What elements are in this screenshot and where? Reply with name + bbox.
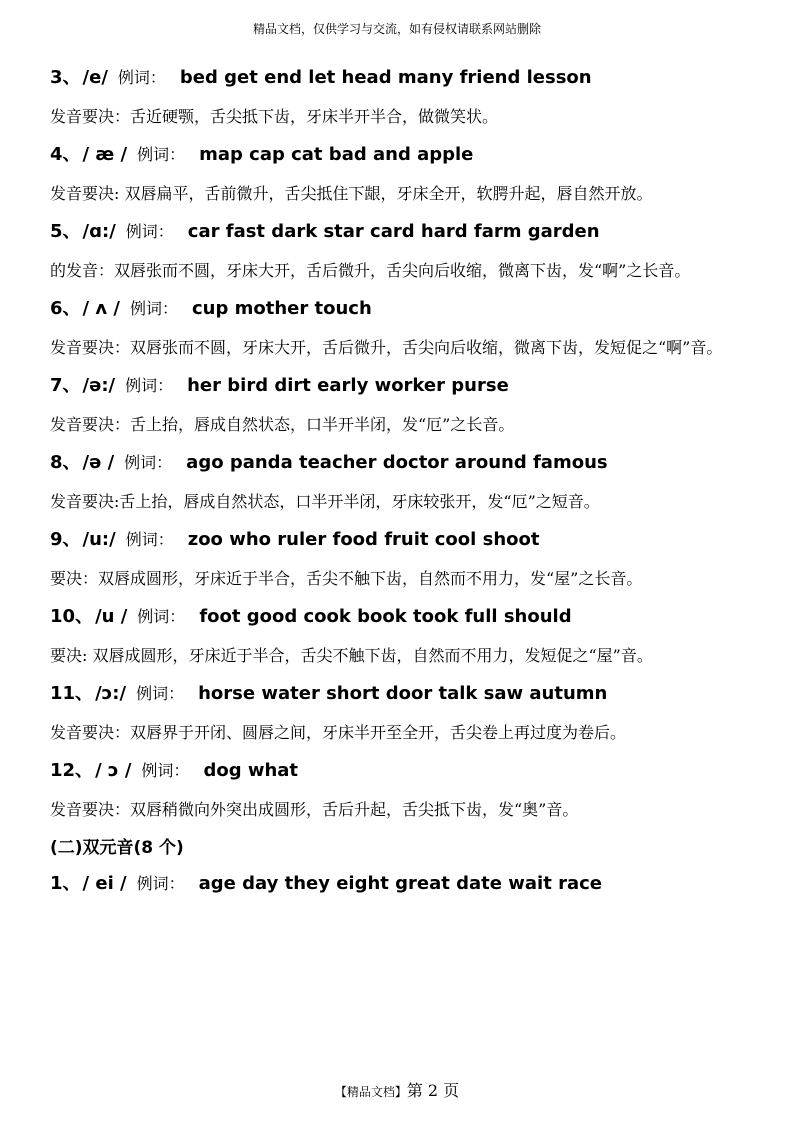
- example-label: 例词：: [136, 684, 185, 703]
- pronunciation-tip: 的发音：双唇张而不圆，牙床大开，舌后微升，舌尖向后收缩，微离下齿，发“啊”之长音。: [50, 261, 691, 280]
- pronunciation-tip: 发音要决：舌上抬，唇成自然状态，口半开半闭，发“厄”之长音。: [50, 415, 515, 434]
- example-label: 例词：: [117, 68, 166, 87]
- item-number: 3、: [50, 67, 81, 88]
- ipa-symbol: /u /: [95, 606, 128, 627]
- item-number: 8、: [50, 452, 81, 473]
- example-label: 例词：: [125, 530, 174, 549]
- vowel-heading: [50, 291, 750, 327]
- example-words: horse water short door talk saw autumn: [198, 683, 608, 704]
- ipa-symbol: /ə:/: [82, 375, 116, 396]
- vowel-heading: [50, 137, 750, 173]
- vowel-heading: [50, 522, 750, 558]
- pronunciation-tip: 发音要决:舌上抬，唇成自然状态，口半开半闭，牙床较张开，发“厄”之短音。: [50, 492, 600, 511]
- ipa-symbol: / ei /: [82, 873, 127, 894]
- item-number: 1、: [50, 873, 81, 894]
- pronunciation-tip: 发音要决：双唇稍微向外突出成圆形，舌后升起，舌尖抵下齿，发“奥”音。: [50, 800, 579, 819]
- footer-tag: 【精品文档】: [334, 1085, 407, 1099]
- document-body: [50, 60, 750, 902]
- example-label: 例词：: [129, 299, 178, 318]
- example-words: car fast dark star card hard farm garden: [187, 221, 600, 242]
- item-number: 6、: [50, 298, 81, 319]
- example-words: map cap cat bad and apple: [199, 144, 474, 165]
- vowel-heading: [50, 60, 750, 96]
- ipa-symbol: /ɑ:/: [82, 221, 116, 242]
- item-number: 12、: [50, 760, 94, 781]
- example-words: ago panda teacher doctor around famous: [186, 452, 608, 473]
- section-title: (二)双元音(8 个): [50, 838, 184, 858]
- ipa-symbol: / ɔ /: [95, 760, 132, 781]
- example-label: 例词：: [136, 874, 185, 893]
- example-label: 例词：: [137, 145, 186, 164]
- ipa-symbol: /ə /: [82, 452, 115, 473]
- example-label: 例词：: [141, 761, 190, 780]
- example-words: zoo who ruler food fruit cool shoot: [187, 529, 540, 550]
- pronunciation-tip: 发音要决：舌近硬颚，舌尖抵下齿，牙床半开半合，做微笑状。: [50, 107, 499, 126]
- vowel-heading: [50, 676, 750, 712]
- pronunciation-tip: 发音要决：双唇张而不圆，牙床大开，舌后微升，舌尖向后收缩，微离下齿，发短促之“啊”音。: [50, 338, 723, 357]
- example-label: 例词：: [137, 607, 186, 626]
- ipa-symbol: /ɔ:/: [95, 683, 127, 704]
- item-number: 5、: [50, 221, 81, 242]
- item-number: 7、: [50, 375, 81, 396]
- ipa-symbol: / ʌ /: [82, 298, 120, 319]
- example-label: 例词：: [125, 376, 174, 395]
- page-header: 精品文档，仅供学习与交流，如有侵权请联系网站删除: [252, 22, 541, 36]
- example-label: 例词：: [124, 453, 173, 472]
- diphthong-heading: [50, 866, 750, 902]
- ipa-symbol: /u:/: [82, 529, 116, 550]
- example-words: age day they eight great date wait race: [198, 873, 602, 894]
- example-words: cup mother touch: [191, 298, 372, 319]
- vowel-heading: [50, 368, 750, 404]
- vowel-heading: [50, 214, 750, 250]
- example-label: 例词：: [125, 222, 174, 241]
- example-words: foot good cook book took full should: [199, 606, 572, 627]
- pronunciation-tip: 要决: 双唇成圆形，牙床近于半合，舌尖不触下齿，自然而不用力，发短促之“屋”音。: [50, 646, 653, 665]
- item-number: 10、: [50, 606, 94, 627]
- pronunciation-tip: 要决：双唇成圆形，牙床近于半合，舌尖不触下齿，自然而不用力，发“屋”之长音。: [50, 569, 643, 588]
- page-footer: [0, 1078, 794, 1101]
- pronunciation-tip: 发音要决: 双唇扁平，舌前微升，舌尖抵住下龈，牙床全开，软腭升起，唇自然开放。: [50, 184, 653, 203]
- ipa-symbol: /e/: [82, 67, 108, 88]
- page-number: 第 2 页: [406, 1081, 460, 1100]
- pronunciation-tip: 发音要决：双唇界于开闭、圆唇之间，牙床半开至全开，舌尖卷上再过度为卷后。: [50, 723, 627, 742]
- item-number: 11、: [50, 683, 94, 704]
- vowel-heading: [50, 599, 750, 635]
- example-words: dog what: [203, 760, 299, 781]
- example-words: bed get end let head many friend lesson: [179, 67, 592, 88]
- ipa-symbol: / æ /: [82, 144, 128, 165]
- vowel-heading: [50, 445, 750, 481]
- example-words: her bird dirt early worker purse: [187, 375, 509, 396]
- vowel-heading: [50, 753, 750, 789]
- item-number: 4、: [50, 144, 81, 165]
- item-number: 9、: [50, 529, 81, 550]
